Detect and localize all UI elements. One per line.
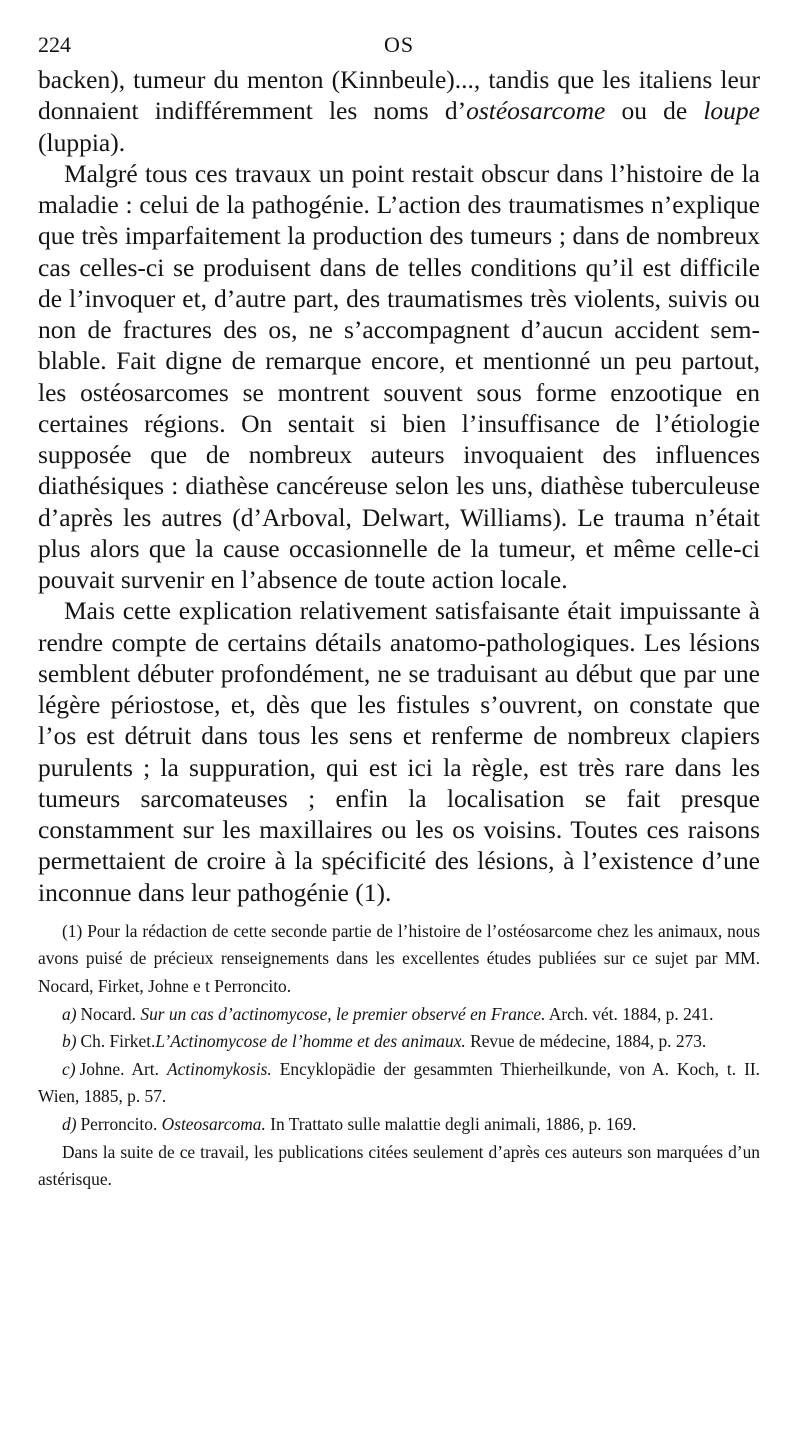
footnote-d xyxy=(38,1111,760,1139)
footnote-c-author: Johne. Art. xyxy=(79,1058,167,1079)
footnote-a-source: Arch. vét. 1884, p. 241. xyxy=(545,1003,714,1024)
footnote-d-title: Osteosarcoma. xyxy=(161,1113,266,1134)
paragraph-continued xyxy=(38,64,760,158)
footnote-a-title: Sur un cas d’actinomycose, le premier observé en France. xyxy=(140,1003,546,1024)
footnote-1: (1) Pour la rédaction de cette seconde partie de l’histoire de l’ostéosarcome chez les animaux, nous avons puisé de précieux renseignements dans les excellentes études publiées sur ce sujet par MM. Nocard, Firket, Johne e t Perroncito. xyxy=(38,920,760,996)
running-head xyxy=(38,28,760,60)
footnote-a-author: Nocard. xyxy=(80,1003,137,1024)
body-text xyxy=(38,64,760,908)
footnote-b-source: Revue de médecine, 1884, p. 273. xyxy=(465,1031,707,1052)
footnote-b-author: Ch. Firket. xyxy=(80,1031,156,1052)
paragraph-1-text: backen), tumeur du menton (Kinnbeule)..., tandis que les italiens leur donnaient indifféremment les noms d’ xyxy=(38,65,760,126)
footnote-c xyxy=(38,1056,760,1111)
running-head-title: OS xyxy=(383,32,415,57)
footnote-b-label: b) xyxy=(62,1031,77,1052)
footnote-c-label: c) xyxy=(62,1058,76,1079)
page-number: 224 xyxy=(38,32,71,57)
paragraph-1-italic-osteosarcome: ostéosarcome xyxy=(466,96,606,126)
footnote-d-label: d) xyxy=(62,1113,77,1134)
paragraph-1-italic-loupe: loupe xyxy=(703,96,760,126)
footnote-b-title: L’Actinomycose de l’homme et des animaux. xyxy=(155,1031,466,1052)
footnote-closing: Dans la suite de ce travail, les publications citées seulement d’après ces auteurs son marquées d’un astérisque. xyxy=(38,1141,760,1190)
footnote-b xyxy=(38,1028,760,1056)
footnote-c-source: Encyklopädie der gesammten Thierheilkunde, von A. Koch, t. II. Wien, 1885, p. 57. xyxy=(38,1058,761,1107)
footnote-c-title: Actinomykosis. xyxy=(166,1058,272,1079)
footnotes xyxy=(38,918,760,1194)
footnote-d-source: In Trattato sulle malattie degli animali, 1886, p. 169. xyxy=(265,1113,637,1134)
paragraph-3: Mais cette explication relativement satisfaisante était impuissante à rendre compte de certains détails anatomo-pathologiques. Les lésions semblent débuter profondément, ne se traduisant au début que par une légère périostose, et, dès que les fistules s’ouvrent, on constate que l’os est détruit dans tous les sens et renferme de nombreux clapiers purulents ; la suppuration, qui est ici la règle, est très rare dans les tumeurs sarcomateuses ; enfin la localisation se fait presque constamment sur les maxillaires ou les os voisins. Toutes ces raisons permettaient de croire à la spécificité des lésions, à l’existence d’une inconnue dans leur pathogénie (1). xyxy=(38,596,760,907)
book-page xyxy=(38,28,760,1428)
paragraph-1-end: (luppia). xyxy=(38,127,126,157)
footnote-a xyxy=(38,1001,760,1029)
footnote-d-author: Perroncito. xyxy=(80,1113,162,1134)
paragraph-2: Malgré tous ces travaux un point restait obscur dans l’histoire de la maladie : celui de la pathogénie. L’action des traumatismes n’explique que très imparfaitement la production des tumeurs ; dans de nombreux cas celles-ci se produisent dans de telles conditions qu’il est difficile de l’invoquer et, d’autre part, des traumatismes très violents, suivis ou non de fractures des os, ne s’accompagnent d’aucun accident semblable. Fait digne de remarque encore, et mentionné un peu partout, les ostéosarcomes se montrent souvent sous forme enzootique en certaines régions. On sentait si bien l’insuffisance de l’étiologie supposée que de nombreux auteurs invoquaient des influences diathésiques : diathèse cancéreuse selon les uns, diathèse tuberculeuse d’après les autres (d’Arboval, Delwart, Williams). Le trauma n’était plus alors que la cause occasionnelle de la tumeur, et même celle-ci pouvait survenir en l’absence de toute action locale. xyxy=(38,158,760,594)
paragraph-1-middle: ou de xyxy=(605,96,704,126)
footnote-a-label: a) xyxy=(62,1003,77,1024)
